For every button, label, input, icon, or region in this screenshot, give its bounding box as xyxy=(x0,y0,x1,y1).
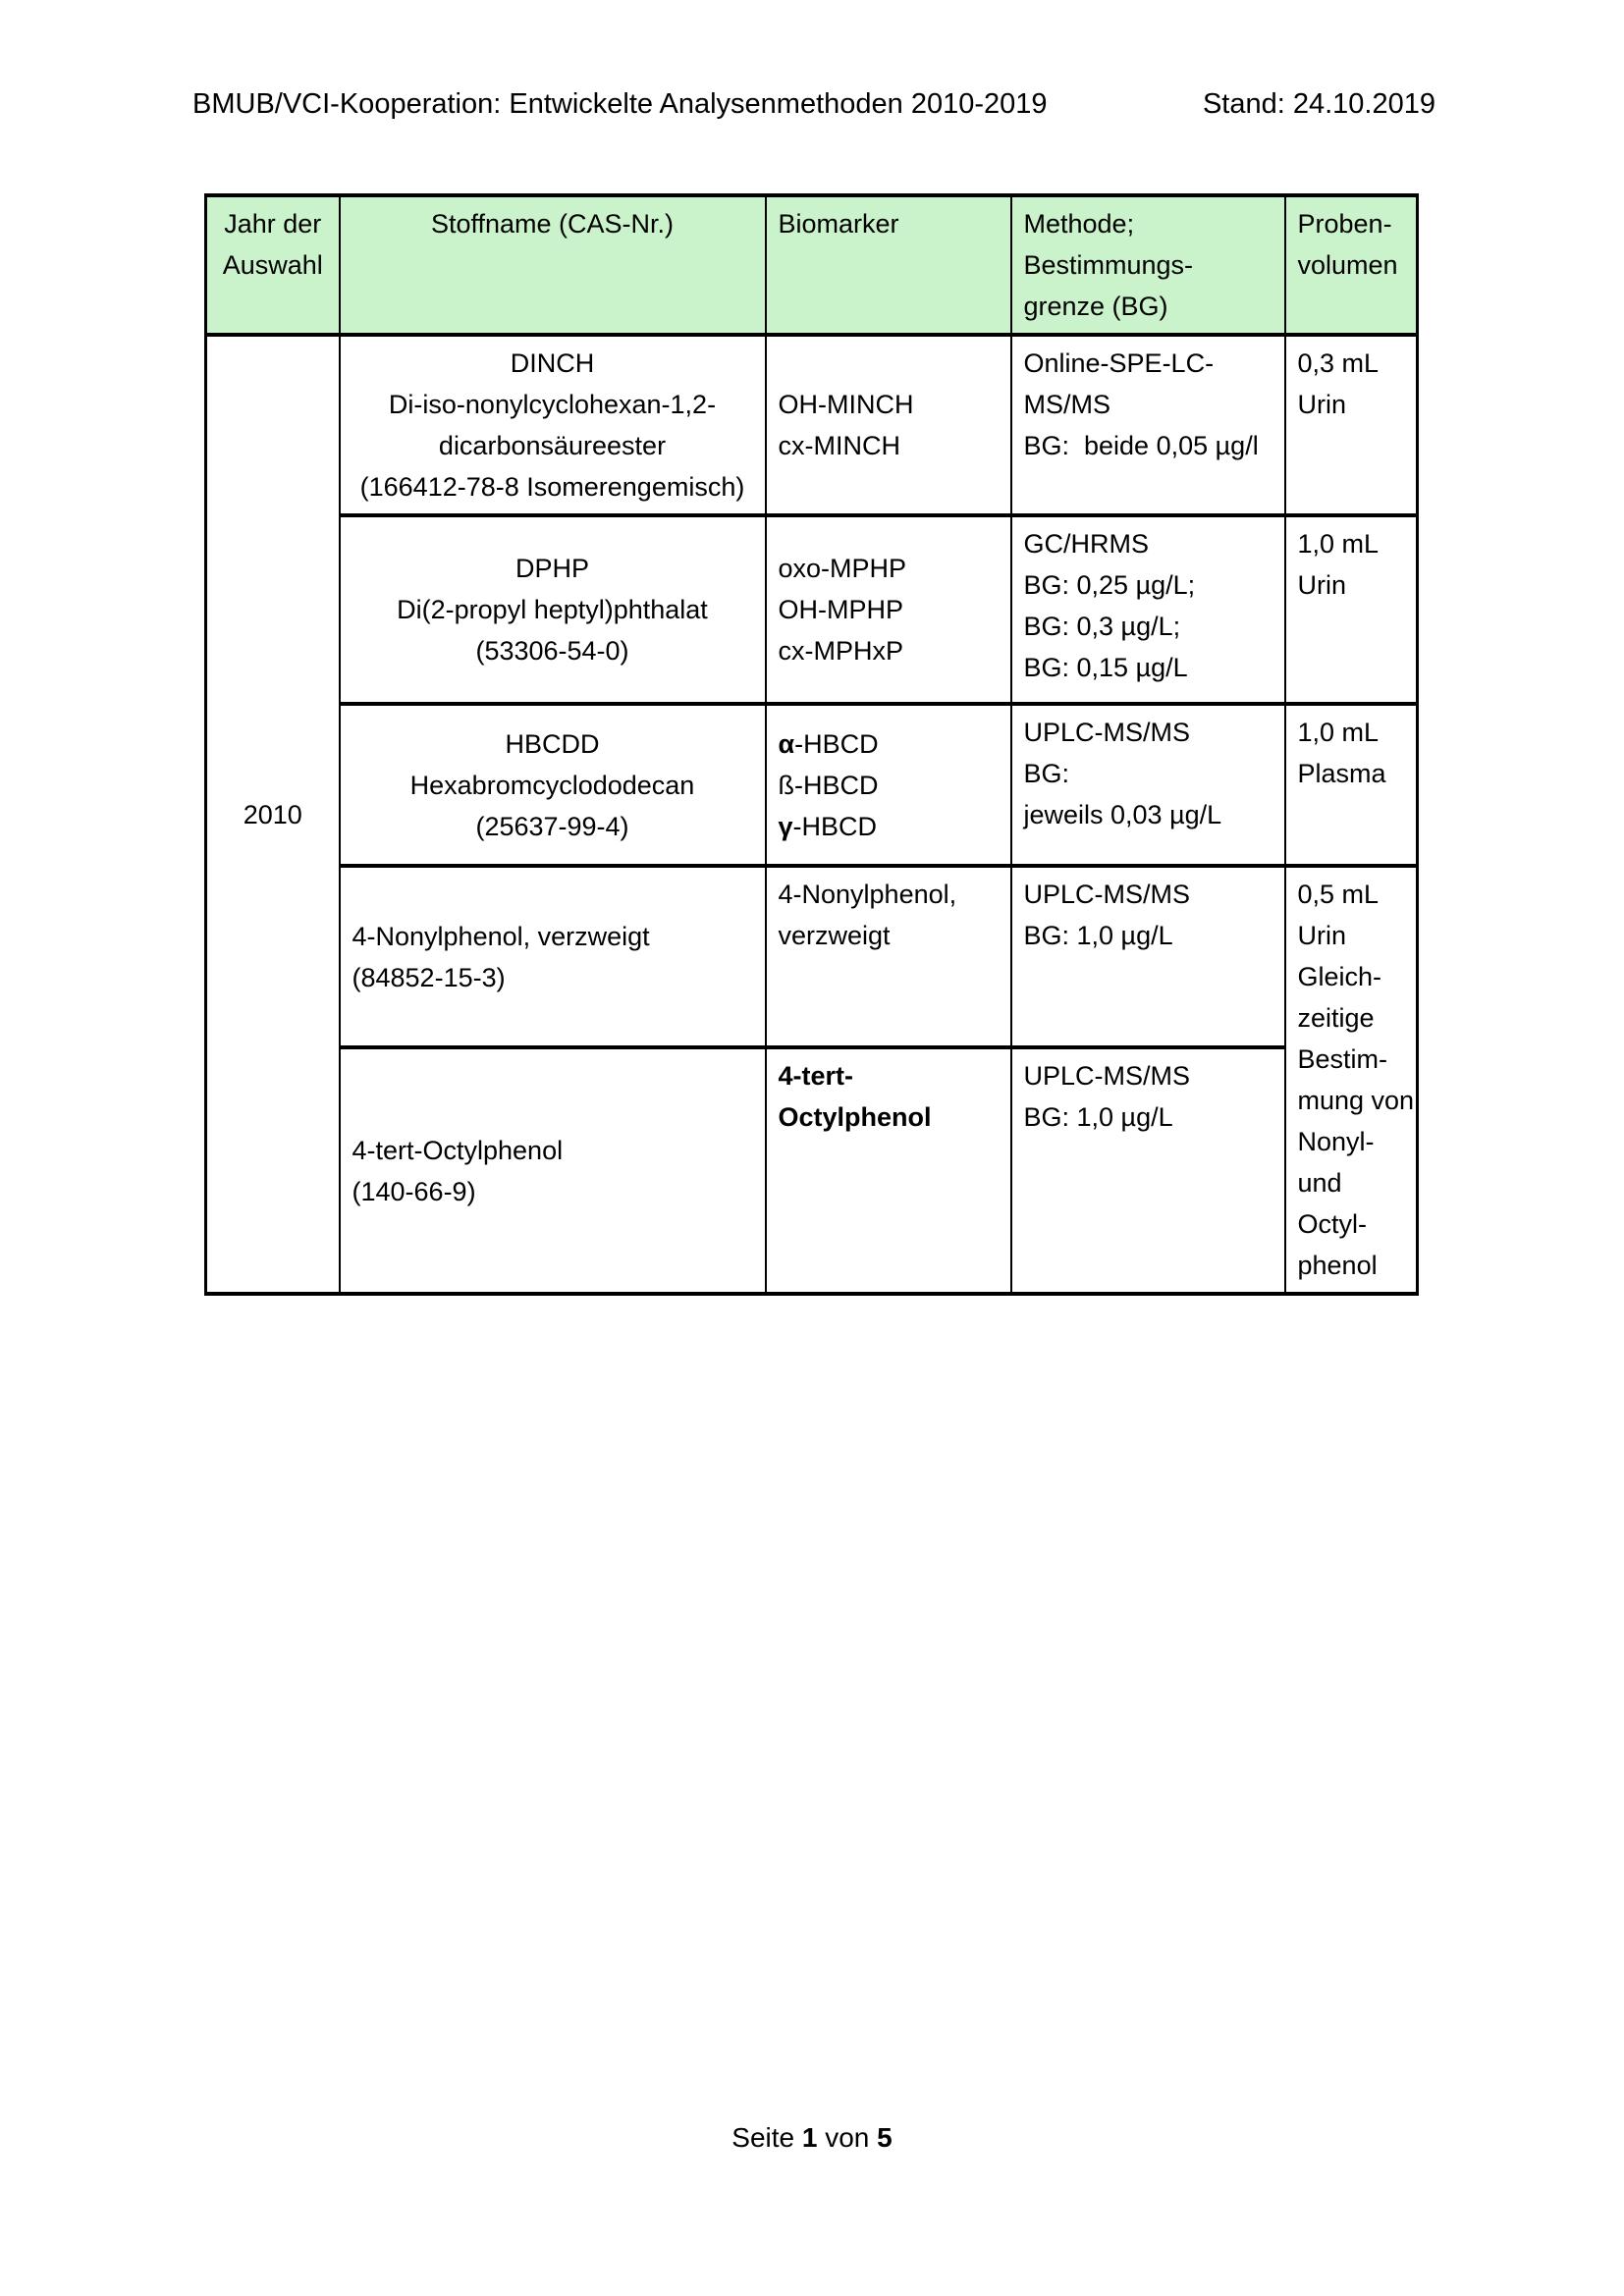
header-line: Bestimmungs- xyxy=(1023,250,1194,280)
greek-letter-beta: ß xyxy=(778,770,794,800)
document-title: BMUB/VCI-Kooperation: Entwickelte Analysenmethoden 2010-2019 xyxy=(192,88,1048,120)
methode-line: GC/HRMS xyxy=(1023,529,1149,559)
methode-cell xyxy=(1011,866,1285,1047)
stoffname-line: (25637-99-4) xyxy=(475,811,629,841)
greek-letter-alpha: α xyxy=(778,728,795,759)
methode-line: BG: 1,0 µg/L xyxy=(1023,1102,1173,1133)
stoffname-cell xyxy=(340,335,766,515)
stoffname-line: 4-tert-Octylphenol xyxy=(352,1135,564,1165)
methode-line: UPLC-MS/MS xyxy=(1023,1061,1191,1092)
biomarker-cell xyxy=(766,515,1011,704)
biomarker-line-bold: Octylphenol xyxy=(778,1102,932,1133)
proben-line: Nonyl- xyxy=(1297,1127,1375,1156)
header-line: Biomarker xyxy=(778,209,899,239)
table-row-nonylphenol xyxy=(206,866,1418,1047)
proben-line: Octyl- xyxy=(1297,1209,1367,1239)
header-stoffname xyxy=(340,195,766,335)
header-methode xyxy=(1011,195,1285,335)
analysis-methods-table xyxy=(204,193,1419,1296)
methode-line: jeweils 0,03 µg/L xyxy=(1023,800,1222,829)
year-cell xyxy=(206,335,340,1294)
header-line: Proben- xyxy=(1297,209,1392,239)
footer-page-number: 1 xyxy=(801,2122,818,2153)
footer-total-pages: 5 xyxy=(877,2122,893,2153)
header-probenvolumen xyxy=(1285,195,1418,335)
methode-line: BG: 0,3 µg/L; xyxy=(1023,612,1181,641)
table-header-row xyxy=(206,195,1418,335)
header-jahr-der-auswahl xyxy=(206,195,340,335)
document-header xyxy=(192,86,1435,122)
biomarker-suffix: -HBCD xyxy=(792,811,878,841)
proben-line: und xyxy=(1297,1168,1342,1198)
probenvolumen-cell xyxy=(1285,335,1418,515)
stoffname-line: DPHP xyxy=(514,554,589,583)
proben-line: Plasma xyxy=(1297,759,1386,788)
year-value: 2010 xyxy=(243,799,302,829)
stoffname-line: (84852-15-3) xyxy=(352,962,506,992)
biomarker-line: cx-MPHxP xyxy=(778,636,903,666)
biomarker-cell xyxy=(766,704,1011,866)
header-line: grenze (BG) xyxy=(1023,292,1168,321)
stoffname-line: (166412-78-8 Isomerengemisch) xyxy=(359,472,745,502)
stoffname-line: Di(2-propyl heptyl)phthalat xyxy=(397,595,708,624)
stoffname-line: HBCDD xyxy=(505,728,600,759)
methode-cell xyxy=(1011,515,1285,704)
biomarker-cell xyxy=(766,1047,1011,1294)
proben-line: Urin xyxy=(1297,921,1347,950)
page-footer xyxy=(0,2122,1624,2154)
stoffname-line: Hexabromcyclododecan xyxy=(409,770,695,800)
proben-line: Gleich- xyxy=(1297,962,1382,991)
stoffname-cell xyxy=(340,704,766,866)
stoffname-cell xyxy=(340,1047,766,1294)
proben-line: phenol xyxy=(1297,1251,1378,1280)
proben-line: mung von xyxy=(1297,1086,1415,1115)
stoffname-cell xyxy=(340,866,766,1047)
proben-line: 0,3 mL xyxy=(1297,348,1380,378)
probenvolumen-cell xyxy=(1285,515,1418,704)
probenvolumen-merged-cell xyxy=(1285,866,1418,1294)
methode-cell xyxy=(1011,335,1285,515)
proben-line: Urin xyxy=(1297,570,1347,600)
stoffname-line: (140-66-9) xyxy=(352,1176,476,1206)
biomarker-line: OH-MPHP xyxy=(778,595,903,624)
table-row-dinch xyxy=(206,335,1418,515)
stoffname-cell xyxy=(340,515,766,704)
biomarker-suffix: -HBCD xyxy=(794,770,879,800)
methode-line: MS/MS xyxy=(1023,390,1111,419)
proben-line: 1,0 mL xyxy=(1297,529,1380,559)
methode-line: UPLC-MS/MS xyxy=(1023,880,1191,909)
proben-line: Urin xyxy=(1297,390,1347,419)
methode-line: BG: 0,15 µg/L xyxy=(1023,653,1188,682)
methode-line: BG: beide 0,05 µg/l xyxy=(1023,431,1259,460)
probenvolumen-cell xyxy=(1285,704,1418,866)
biomarker-line: verzweigt xyxy=(778,921,891,950)
biomarker-line xyxy=(779,765,999,806)
biomarker-line xyxy=(779,806,999,847)
stoffname-line: DINCH xyxy=(510,348,595,378)
methode-cell xyxy=(1011,1047,1285,1294)
header-line: volumen xyxy=(1297,250,1398,280)
biomarker-cell xyxy=(766,335,1011,515)
header-line: Jahr der xyxy=(224,209,322,239)
methode-line: Online-SPE-LC- xyxy=(1023,348,1215,378)
methode-cell xyxy=(1011,704,1285,866)
proben-line: 0,5 mL xyxy=(1297,880,1380,909)
biomarker-cell xyxy=(766,866,1011,1047)
header-line: Auswahl xyxy=(222,250,323,280)
footer-text: von xyxy=(817,2122,878,2153)
stoffname-line: (53306-54-0) xyxy=(475,636,629,666)
stoffname-line: 4-Nonylphenol, verzweigt xyxy=(352,921,650,951)
methode-line: BG: xyxy=(1023,759,1070,788)
proben-line: Bestim- xyxy=(1297,1044,1388,1074)
document-date-stamp: Stand: 24.10.2019 xyxy=(1202,88,1435,120)
biomarker-line: OH-MINCH xyxy=(778,390,914,419)
header-biomarker xyxy=(766,195,1011,335)
methode-line: UPLC-MS/MS xyxy=(1023,718,1191,747)
stoffname-line: dicarbonsäureester xyxy=(438,431,667,460)
biomarker-line: oxo-MPHP xyxy=(778,554,907,583)
proben-line: 1,0 mL xyxy=(1297,718,1380,747)
biomarker-line xyxy=(779,723,999,765)
stoffname-line: Di-iso-nonylcyclohexan-1,2- xyxy=(388,390,717,419)
methode-line: BG: 0,25 µg/L; xyxy=(1023,570,1196,600)
table-row-hbcdd xyxy=(206,704,1418,866)
footer-text: Seite xyxy=(731,2122,802,2153)
biomarker-line: 4-Nonylphenol, xyxy=(778,880,957,909)
header-line: Stoffname (CAS-Nr.) xyxy=(430,209,675,239)
greek-letter-gamma: γ xyxy=(778,811,793,841)
methode-line: BG: 1,0 µg/L xyxy=(1023,921,1173,950)
biomarker-line: cx-MINCH xyxy=(778,431,900,460)
biomarker-suffix: -HBCD xyxy=(794,728,879,759)
table-row-octylphenol xyxy=(206,1047,1418,1294)
header-line: Methode; xyxy=(1023,209,1135,239)
biomarker-line-bold: 4-tert- xyxy=(778,1061,854,1092)
proben-line: zeitige xyxy=(1297,1003,1375,1033)
table-row-dphp xyxy=(206,515,1418,704)
